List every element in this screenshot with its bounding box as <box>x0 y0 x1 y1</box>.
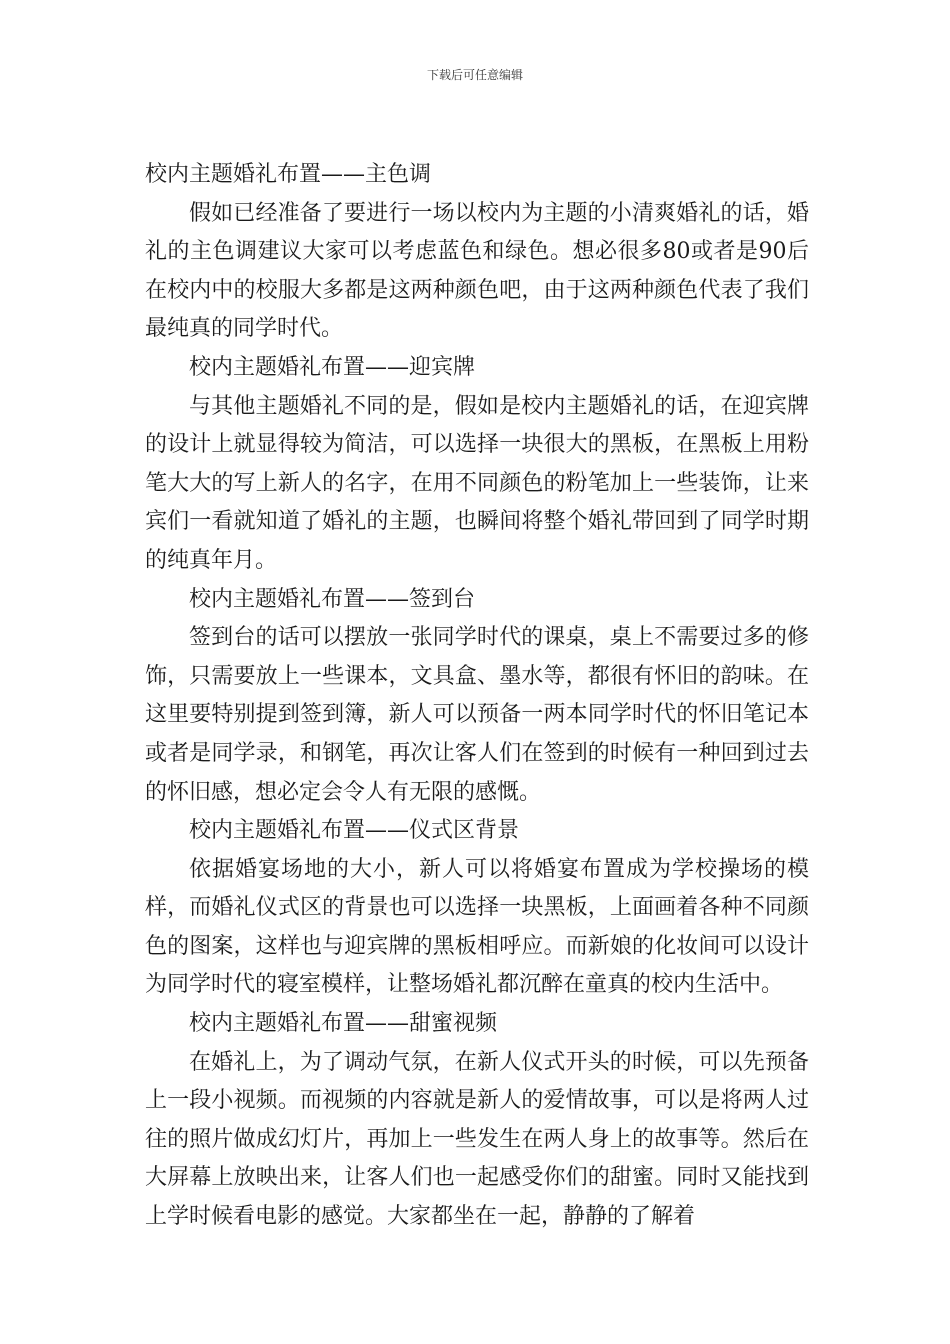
paragraph-sign-in-desk: 签到台的话可以摆放一张同学时代的课桌，桌上不需要过多的修饰，只需要放上一些课本，文具盒、墨水等，都很有怀旧的韵味。在这里要特别提到签到簿，新人可以预备一两本同学时代的怀旧笔记本或者是同学录，和钢笔，再次让客人们在签到的时候有一种回到过去的怀旧感，想必定会令人有无限的感慨。 <box>145 625 809 805</box>
paragraph-ceremony-backdrop: 依据婚宴场地的大小，新人可以将婚宴布置成为学校操场的模样，而婚礼仪式区的背景也可以选择一块黑板，上面画着各种不同颜色的图案，这样也与迎宾牌的黑板相呼应。而新娘的化妆间可以设计为同学时代的寝室模样，让整场婚礼都沉醉在童真的校内生活中。 <box>145 856 809 998</box>
section-heading-ceremony-backdrop: 校内主题婚礼布置——仪式区背景 <box>189 818 520 844</box>
document-body <box>145 156 809 1237</box>
page-header-note: 下载后可任意编辑 <box>426 68 523 82</box>
paragraph-sweet-video: 在婚礼上，为了调动气氛，在新人仪式开头的时候，可以先预备上一段小视频。而视频的内容就是新人的爱情故事，可以是将两人过往的照片做成幻灯片，再加上一些发生在两人身上的故事等。然后在大屏幕上放映出来，让客人们也一起感受你们的甜蜜。同时又能找到上学时候看电影的感觉。大家都坐在一起，静静的了解着 <box>145 1049 809 1230</box>
paragraph-welcome-sign: 与其他主题婚礼不同的是，假如是校内主题婚礼的话，在迎宾牌的设计上就显得较为简洁，可以选择一块很大的黑板，在黑板上用粉笔大大的写上新人的名字，在用不同颜色的粉笔加上一些装饰，让来宾们一看就知道了婚礼的主题，也瞬间将整个婚礼带回到了同学时期的纯真年月。 <box>145 393 809 573</box>
paragraph-main-color: 假如已经准备了要进行一场以校内为主题的小清爽婚礼的话，婚礼的主色调建议大家可以考虑蓝色和绿色。想必很多80或者是90后在校内中的校服大多都是这两种颜色吧，由于这两种颜色代表了我们最纯真的同学时代。 <box>145 200 809 342</box>
section-heading-main-color: 校内主题婚礼布置——主色调 <box>145 162 432 187</box>
section-heading-sweet-video: 校内主题婚礼布置——甜蜜视频 <box>189 1011 498 1037</box>
section-heading-sign-in-desk: 校内主题婚礼布置——签到台 <box>189 586 476 612</box>
section-heading-welcome-sign: 校内主题婚礼布置——迎宾牌 <box>189 354 476 380</box>
